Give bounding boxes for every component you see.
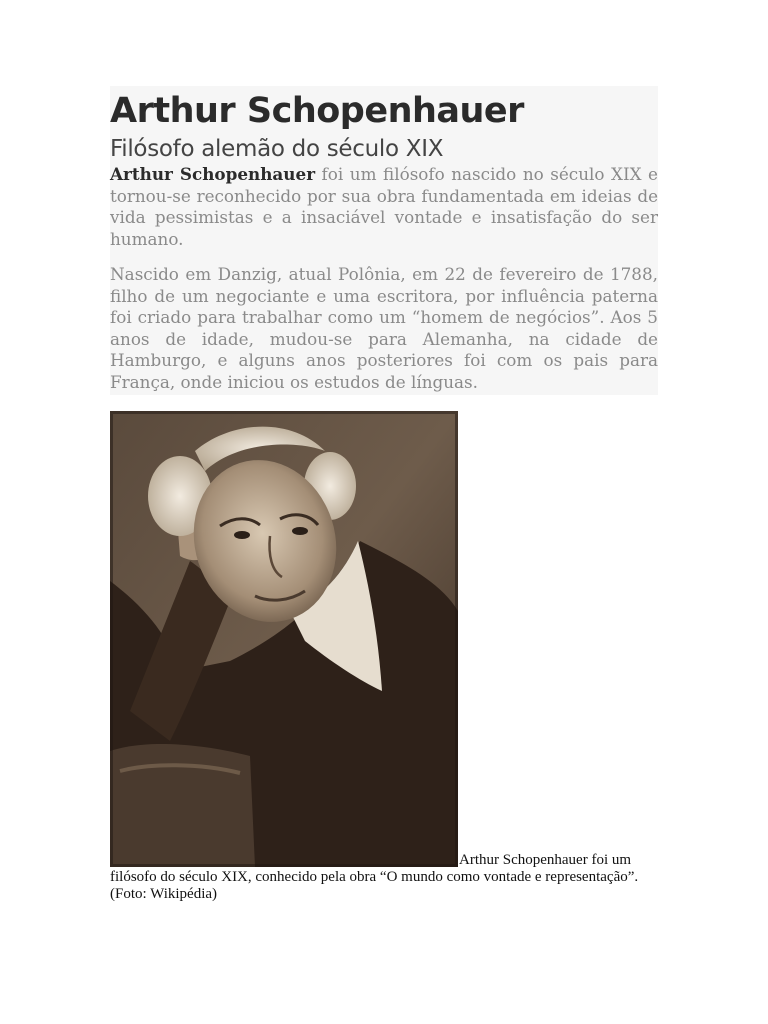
paragraph-intro	[110, 164, 658, 250]
figure	[110, 411, 658, 902]
article-title: Arthur Schopenhauer	[110, 91, 524, 131]
caption-continuation: filósofo do século XIX, conhecido pela obra “O mundo como vontade e representação”. (Foto: Wikipédia)	[110, 869, 639, 902]
article-block	[110, 86, 658, 395]
document-page	[110, 86, 658, 902]
paragraph-biography: Nascido em Danzig, atual Polônia, em 22 de fevereiro de 1788, filho de um negociante e uma escritora, por influência paterna foi criado para trabalhar como um “homem de negócios”. Aos 5 anos de idade, mudou-se para Alemanha, na cidade de Hamburgo, e alguns anos posteriores foi com os pais para França, onde iniciou os estudos de línguas.	[110, 264, 658, 392]
intro-bold-name: Arthur Schopenhauer	[110, 164, 316, 184]
article-subtitle: Filósofo alemão do século XIX	[110, 136, 444, 162]
intro-text: foi um filósofo nascido no século XIX e tornou-se reconhecido por sua obra fundamentada em ideias de vida pessimistas e a insaciável vontade e insatisfação do ser humano.	[110, 164, 658, 249]
caption-first-line: Arthur Schopenhauer foi um	[459, 852, 632, 868]
portrait-photo	[110, 411, 458, 867]
